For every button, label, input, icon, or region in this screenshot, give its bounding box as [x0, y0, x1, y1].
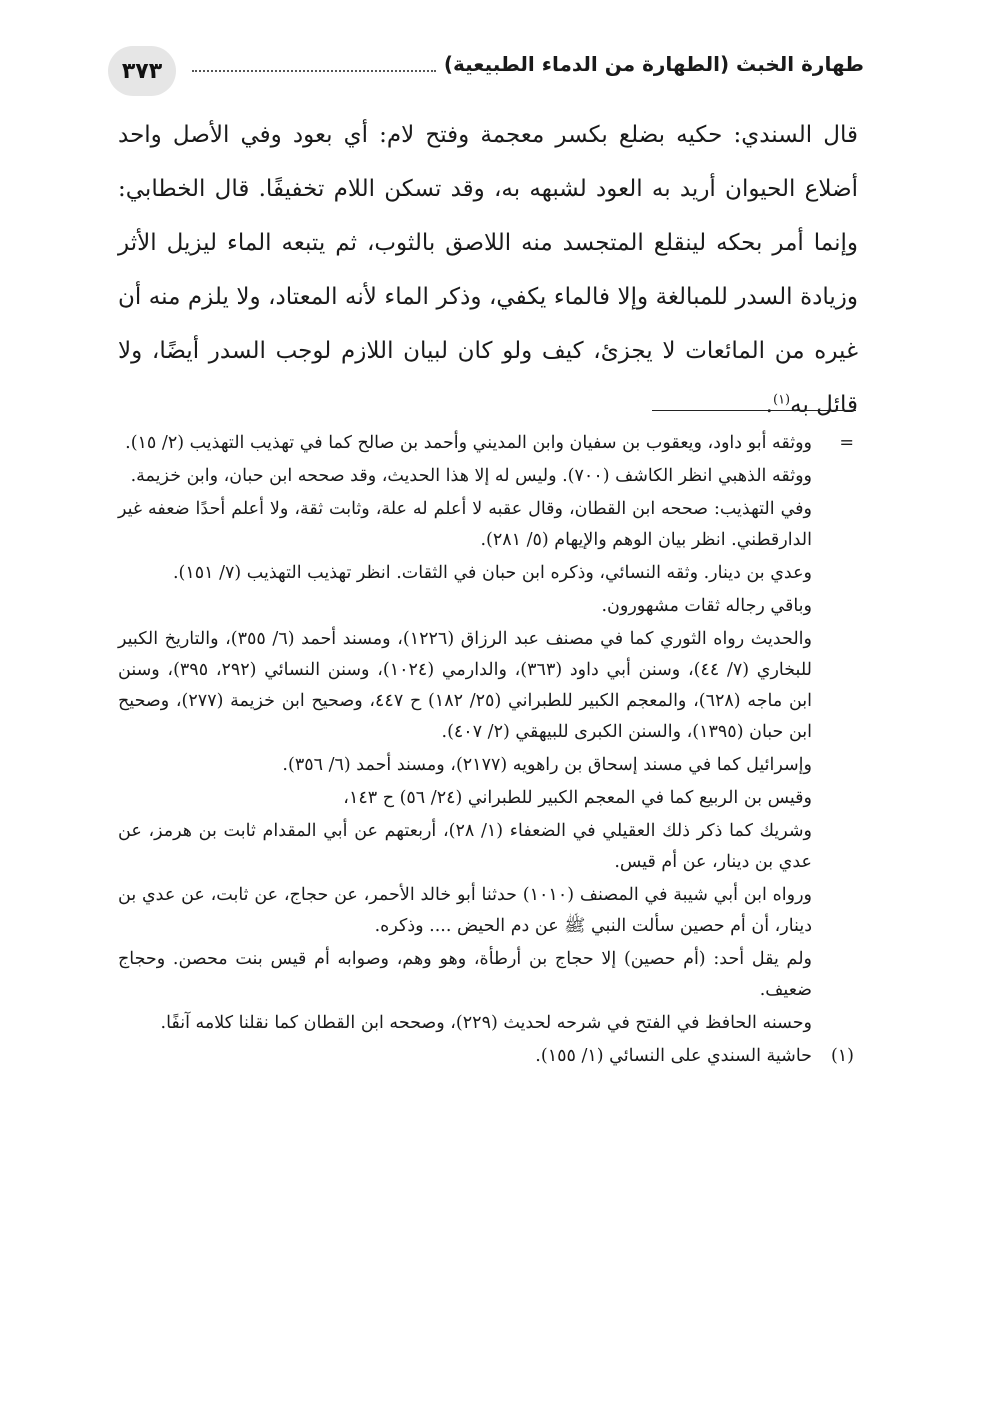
- footnote-paragraph: ولم يقل أحد: (أم حصين) إلا حجاج بن أرطأة، وهو وهم، وصوابه أم قيس بنت محصن. وحجاج ضعيف.: [118, 949, 812, 1000]
- footnote-1-marker: (١): [830, 1046, 854, 1066]
- continuation-marker: =: [839, 433, 854, 453]
- footnote-paragraph: ووثقه أبو داود، ويعقوب بن سفيان وابن المديني وأحمد بن صالح كما في تهذيب التهذيب (٢/ ١٥).: [125, 433, 812, 453]
- leader-dots: [192, 56, 436, 72]
- main-body-text: قال السندي: حكيه بضلع بكسر معجمة وفتح لام: أي بعود وفي الأصل واحد أضلاع الحيوان أريد به العود لشبهه به، وقد تسكن اللام تخفيفًا. قال الخطابي: وإنما أمر بحكه لينقلع المتجسد منه اللاصق بالثوب، ثم يتبعه الماء ليزيل الأثر وزيادة السدر للمبالغة وإلا فالماء يكفي، وذكر الماء لأنه المعتاد، ولا يلزم منه أن غيره من المائعات لا يجزئ، كيف ولو كان لبيان اللازم لوجب السدر أيضًا، ولا قائل به: [118, 122, 858, 418]
- running-title-text: طهارة الخبث (الطهارة من الدماء الطبيعية): [443, 52, 864, 76]
- footnote-separator: [652, 410, 856, 411]
- footnote-1: [118, 1041, 860, 1072]
- footnote-reference[interactable]: (١): [772, 392, 791, 408]
- running-title: [184, 52, 864, 76]
- footnote-paragraph: وفي التهذيب: صححه ابن القطان، وقال عقبه لا أعلم له علة، وثابت ثقة، ولا أعلم أحدًا ضعفه غير الدارقطني. انظر بيان الوهم والإيهام (٥/ ٢٨١).: [118, 499, 812, 550]
- footnote-paragraph: وباقي رجاله ثقات مشهورون.: [601, 596, 812, 616]
- footnote-paragraph: وقيس بن الربيع كما في المعجم الكبير للطبراني (٢٤/ ٥٦) ح ١٤٣،: [343, 788, 812, 808]
- footnote-paragraph: ووثقه الذهبي انظر الكاشف (٧٠٠). وليس له إلا هذا الحديث، وقد صححه ابن حبان، وابن خزيمة.: [130, 466, 812, 486]
- page-header: [104, 44, 864, 94]
- footnote-1-text: حاشية السندي على النسائي (١/ ١٥٥).: [535, 1046, 812, 1066]
- main-end-punct: .: [765, 392, 773, 418]
- page-number: ٣٧٣: [108, 46, 176, 96]
- main-paragraph: [118, 108, 858, 432]
- footnote-continuation: [118, 428, 860, 1039]
- footnote-paragraph: وشريك كما ذكر ذلك العقيلي في الضعفاء (١/ ٢٨)، أربعتهم عن أبي المقدام ثابت بن هرمز، عن عدي بن دينار، عن أم قيس.: [118, 821, 812, 872]
- footnote-paragraph: ورواه ابن أبي شيبة في المصنف (١٠١٠) حدثنا أبو خالد الأحمر، عن حجاج، عن ثابت، عن عدي بن دينار، أن أم حصين سألت النبي ﷺ عن دم الحيض .... وذكره.: [118, 885, 812, 936]
- footnote-paragraph: والحديث رواه الثوري كما في مصنف عبد الرزاق (١٢٢٦)، ومسند أحمد (٦/ ٣٥٥)، والتاريخ الكبير للبخاري (٧/ ٤٤)، وسنن أبي داود (٣٦٣)، والدارمي (١٠٢٤)، وسنن النسائي (٢٩٢، ٣٩٥)، وسنن ابن ماجه (٦٢٨)، والمعجم الكبير للطبراني (٢٥/ ١٨٢) ح ٤٤٧، وصحيح ابن خزيمة (٢٧٧)، وصحيح ابن حبان (١٣٩٥)، والسنن الكبرى للبيهقي (٢/ ٤٠٧).: [118, 629, 813, 742]
- footnote-paragraph: وحسنه الحافظ في الفتح في شرحه لحديث (٢٢٩)، وصححه ابن القطان كما نقلنا كلامه آنفًا.: [160, 1013, 812, 1033]
- footnotes-section: [118, 428, 860, 1074]
- footnote-paragraph: وعدي بن دينار. وثقه النسائي، وذكره ابن حبان في الثقات. انظر تهذيب التهذيب (٧/ ١٥١).: [172, 563, 812, 583]
- footnote-paragraph: وإسرائيل كما في مسند إسحاق بن راهويه (٢١٧٧)، ومسند أحمد (٦/ ٣٥٦).: [282, 755, 812, 775]
